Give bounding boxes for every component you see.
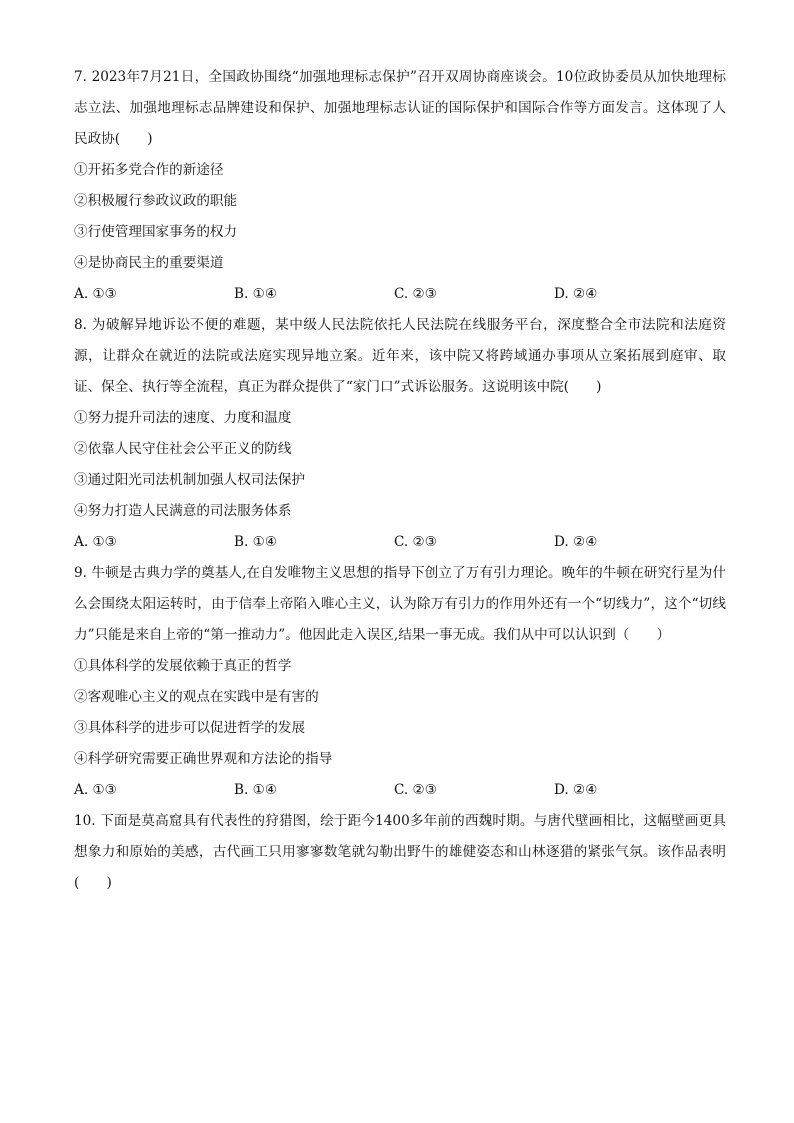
question-9 — [74, 558, 726, 806]
statement-option: ④科学研究需要正确世界观和方法论的指导 — [74, 751, 333, 767]
choice-c: C. ②③ — [394, 782, 437, 798]
choice-b: B. ①④ — [234, 782, 278, 798]
statement-option: ④是协商民主的重要渠道 — [74, 255, 224, 271]
choice-a: A. ①③ — [74, 286, 117, 302]
statement-option: ①努力提升司法的速度、力度和温度 — [74, 410, 292, 426]
choice-b: B. ①④ — [234, 534, 278, 550]
question-stem: 10. 下面是莫高窟具有代表性的狩猎图，绘于距今1400多年前的西魏时期。与唐代壁画相比，这幅壁画更具想象力和原始的美感，古代画工只用寥寥数笔就勾勒出野牛的雄健姿态和山林逐猎的紧张气氛。该作品表明( ) — [74, 813, 726, 891]
question-7 — [74, 62, 726, 310]
answer-choices — [74, 279, 726, 310]
choice-c: C. ②③ — [394, 534, 437, 550]
choice-a: A. ①③ — [74, 782, 117, 798]
choice-a: A. ①③ — [74, 534, 117, 550]
statement-option: ①具体科学的发展依赖于真正的哲学 — [74, 658, 292, 674]
statement-option: ③通过阳光司法机制加强人权司法保护 — [74, 472, 306, 488]
question-stem: 8. 为破解异地诉讼不便的难题，某中级人民法院依托人民法院在线服务平台，深度整合全市法院和法庭资源，让群众在就近的法院或法庭实现异地立案。近年来，该中院又将跨域通办事项从立案拓展到庭审、取证、保全、执行等全流程，真正为群众提供了“家门口”式诉讼服务。这说明该中院( ) — [74, 317, 726, 395]
statement-option: ②积极履行参政议政的职能 — [74, 193, 238, 209]
question-stem: 9. 牛顿是古典力学的奠基人,在自发唯物主义思想的指导下创立了万有引力理论。晚年的牛顿在研究行星为什么会围绕太阳运转时，由于信奉上帝陷入唯心主义，认为除万有引力的作用外还有一个“切线力”，这个“切线力”只能是来自上帝的“第一推动力”。他因此走入误区,结果一事无成。我们从中可以认识到（ ） — [74, 565, 726, 643]
choice-c: C. ②③ — [394, 286, 437, 302]
question-10 — [74, 806, 726, 899]
choice-d: D. ②④ — [554, 782, 598, 798]
statement-option: ①开拓多党合作的新途径 — [74, 162, 224, 178]
statement-option: ②依靠人民守住社会公平正义的防线 — [74, 441, 292, 457]
answer-choices — [74, 527, 726, 558]
statement-option: ②客观唯心主义的观点在实践中是有害的 — [74, 689, 319, 705]
question-stem: 7. 2023年7月21日，全国政协围绕“加强地理标志保护”召开双周协商座谈会。10位政协委员从加快地理标志立法、加强地理标志品牌建设和保护、加强地理标志认证的国际保护和国际合作等方面发言。这体现了人民政协( ) — [74, 69, 726, 147]
question-8 — [74, 310, 726, 558]
statement-option: ④努力打造人民满意的司法服务体系 — [74, 503, 292, 519]
choice-d: D. ②④ — [554, 534, 598, 550]
answer-choices — [74, 775, 726, 806]
statement-option: ③行使管理国家事务的权力 — [74, 224, 238, 240]
choice-d: D. ②④ — [554, 286, 598, 302]
statement-option: ③具体科学的进步可以促进哲学的发展 — [74, 720, 306, 736]
exam-page — [74, 62, 726, 899]
choice-b: B. ①④ — [234, 286, 278, 302]
